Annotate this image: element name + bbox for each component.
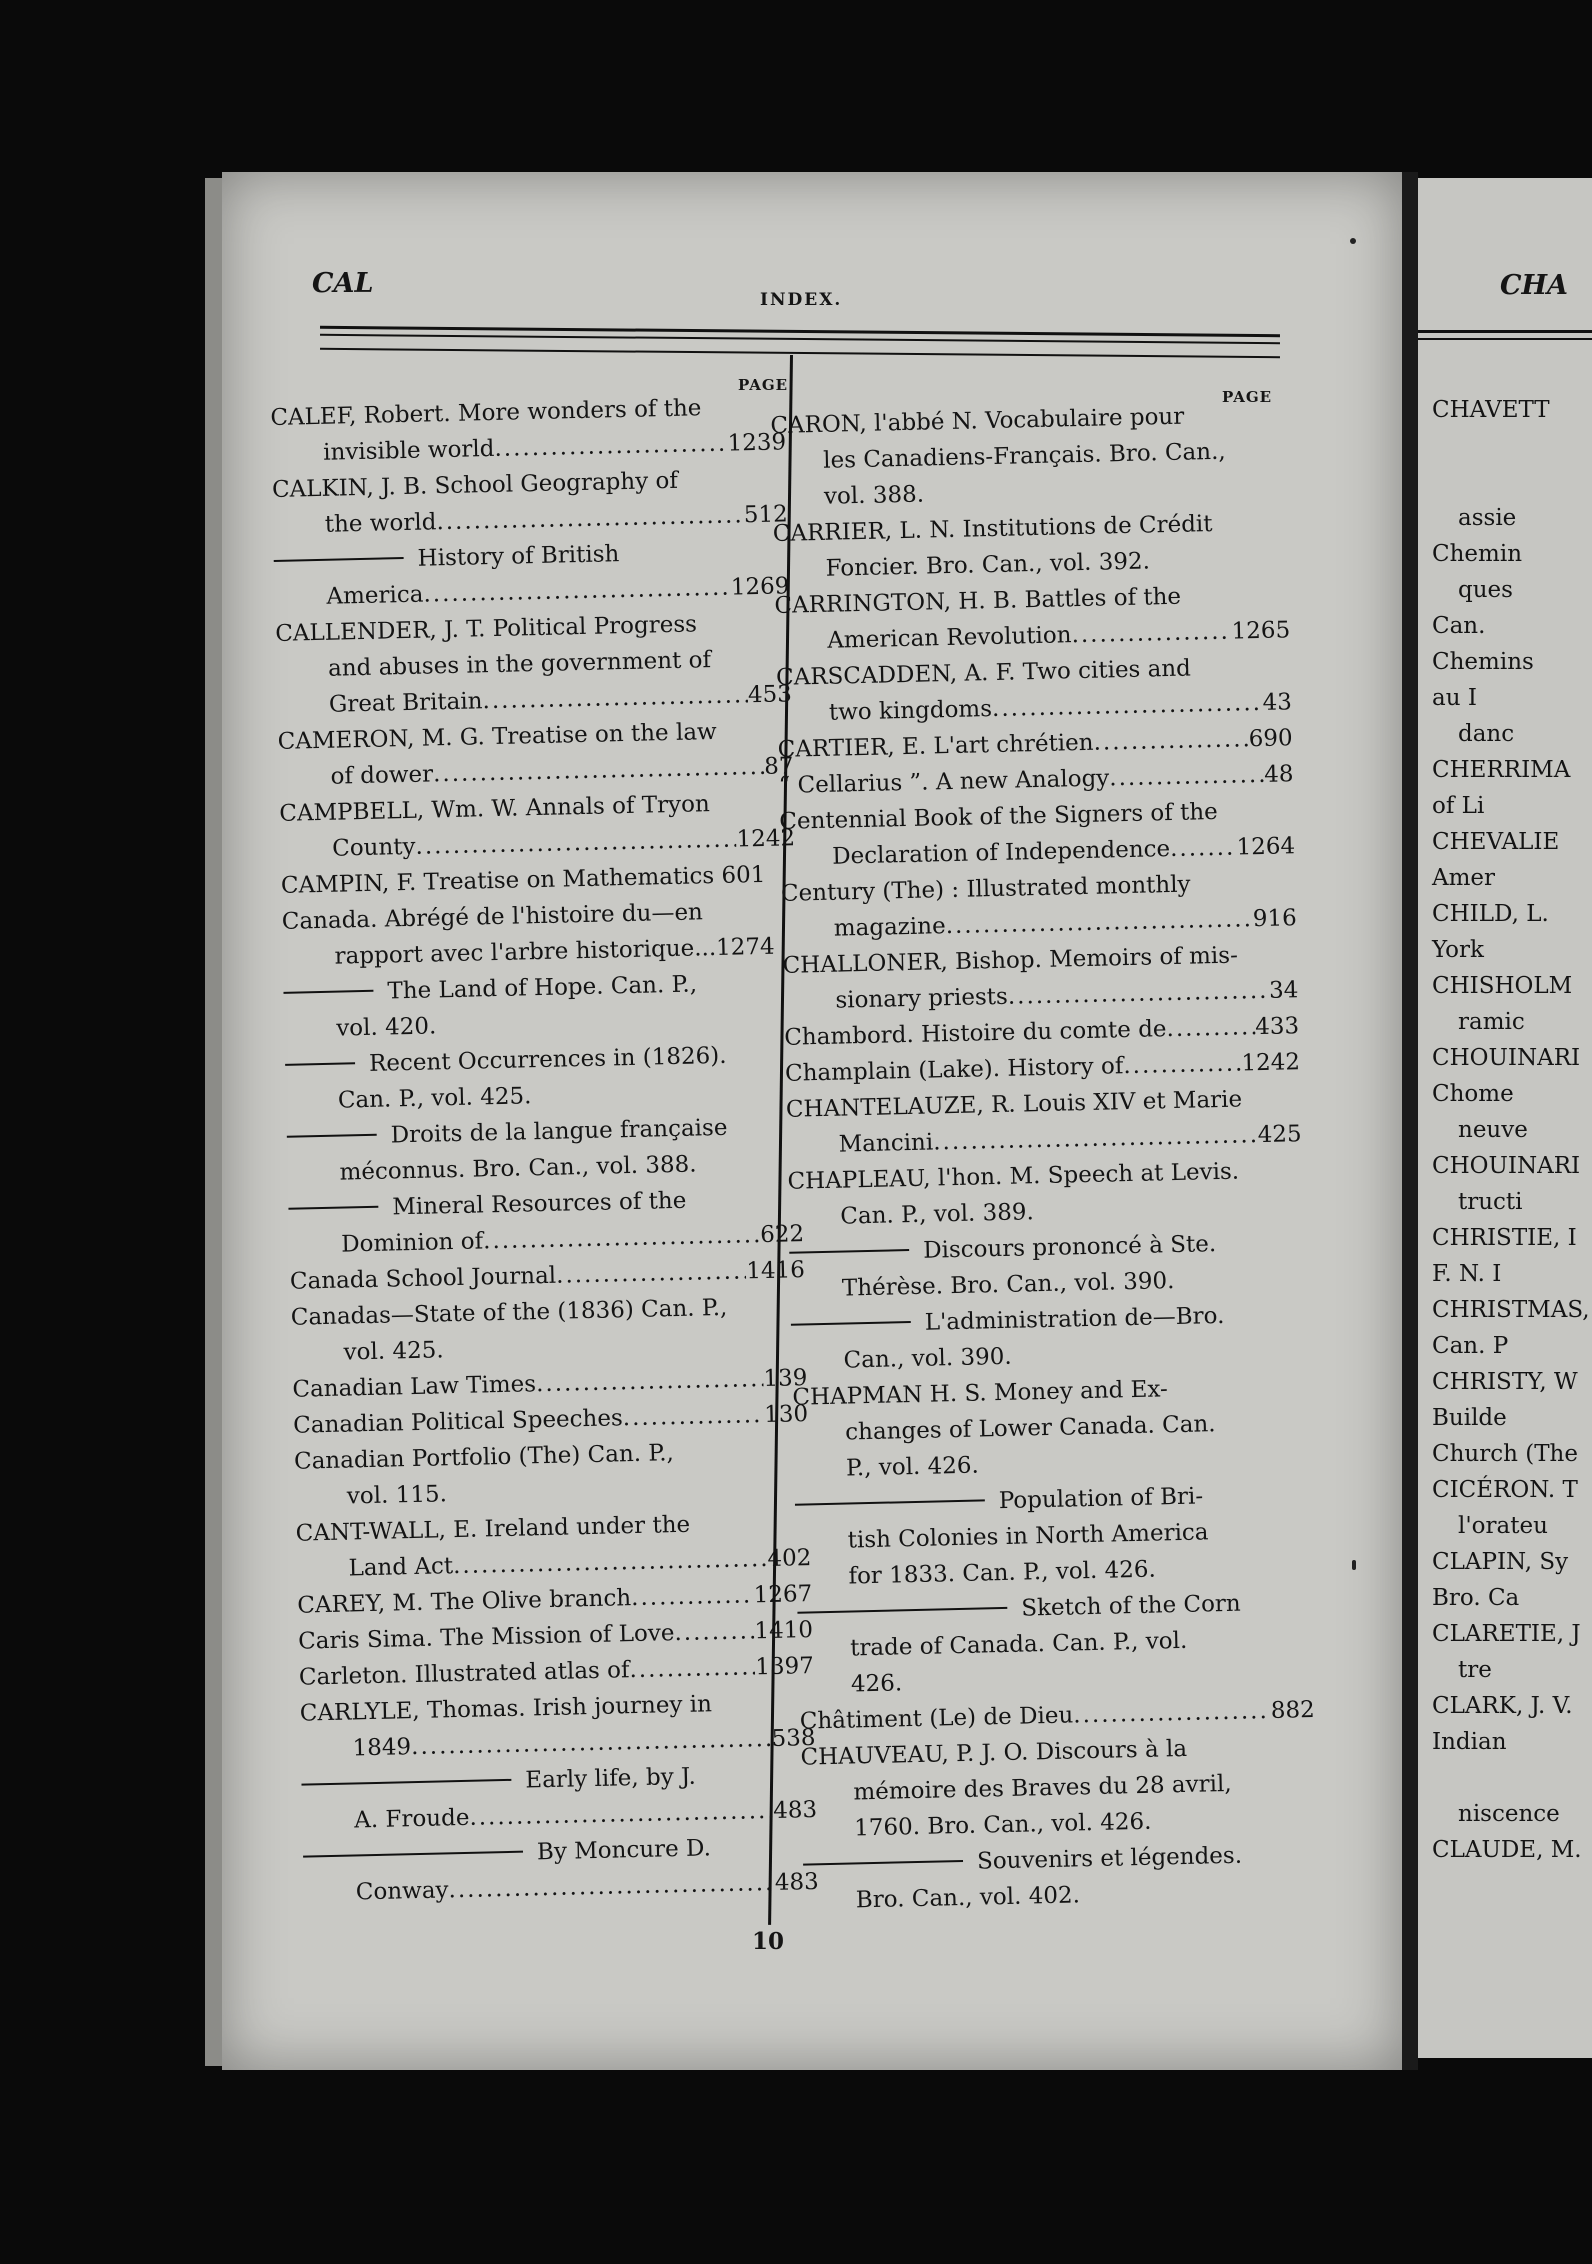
index-entry-text: Thérèse. Bro. Can., vol. 390. bbox=[841, 1268, 1175, 1302]
dot-leader bbox=[494, 426, 728, 467]
page-column-label-left: PAGE bbox=[738, 376, 789, 394]
index-entry-text: méconnus. Bro. Can., vol. 388. bbox=[339, 1151, 697, 1186]
dot-leader bbox=[536, 1361, 764, 1402]
index-entry bbox=[275, 604, 792, 724]
dot-leader bbox=[448, 1865, 775, 1908]
dot-leader bbox=[1170, 830, 1237, 867]
index-page-number: 622 bbox=[759, 1221, 805, 1249]
index-entry bbox=[790, 1296, 1307, 1380]
ditto-dash bbox=[791, 1321, 911, 1326]
facing-header-rule-second bbox=[1418, 338, 1592, 340]
index-entry bbox=[279, 784, 796, 868]
index-entry-text: CAMERON, M. G. Treatise on the law bbox=[277, 718, 717, 755]
index-entry-text: CALKIN, J. B. School Geography of bbox=[271, 467, 679, 503]
ditto-dash bbox=[287, 1134, 377, 1138]
facing-page-line: York bbox=[1432, 937, 1484, 963]
index-entry-text: Centennial Book of the Signers of the bbox=[779, 798, 1219, 835]
index-entry-text: two kingdoms bbox=[828, 696, 993, 726]
index-entry-text: CAREY, M. The Olive branch bbox=[297, 1585, 632, 1619]
index-page-number: 690 bbox=[1248, 725, 1293, 753]
facing-page-line: CLAUDE, M. bbox=[1432, 1837, 1582, 1863]
book-gutter bbox=[1402, 172, 1418, 2070]
dot-leader bbox=[1073, 1693, 1271, 1733]
facing-page-line: CLARETIE, J bbox=[1432, 1621, 1581, 1647]
index-entry bbox=[770, 396, 1287, 516]
index-column-right bbox=[770, 396, 1319, 1919]
facing-page-line: tructi bbox=[1458, 1189, 1523, 1215]
index-entry-text: CHALLONER, Bishop. Memoirs of mis- bbox=[782, 942, 1239, 979]
index-entry-text: CALEF, Robert. More wonders of the bbox=[270, 395, 702, 431]
index-entry-text: County bbox=[331, 833, 416, 862]
index-entry-text: Declaration of Independence bbox=[831, 836, 1171, 870]
facing-page-line: Indian bbox=[1432, 1729, 1507, 1755]
index-column-left bbox=[270, 388, 819, 1911]
index-entry-text: les Canadiens-Français. Bro. Can., bbox=[822, 438, 1226, 474]
facing-page-line: ques bbox=[1458, 577, 1513, 603]
dot-leader bbox=[1123, 1045, 1242, 1084]
index-entry-text: Population of Bri- bbox=[998, 1483, 1204, 1515]
index-entry-text: Canadian Political Speeches bbox=[292, 1405, 624, 1439]
facing-page-line: Can. bbox=[1432, 613, 1486, 639]
index-entry bbox=[772, 504, 1289, 588]
facing-page-line: CHOUINARI bbox=[1432, 1153, 1581, 1179]
page-edge bbox=[205, 178, 223, 2066]
index-entry-text: Dominion of bbox=[340, 1228, 484, 1258]
facing-page-line bbox=[1432, 464, 1592, 500]
index-entry bbox=[301, 1756, 818, 1840]
index-entry-text: 1760. Bro. Can., vol. 426. bbox=[853, 1808, 1152, 1842]
dot-leader bbox=[1093, 721, 1249, 761]
dot-leader bbox=[1007, 973, 1269, 1015]
facing-page-line: tre bbox=[1458, 1657, 1492, 1683]
index-entry-text: Droits de la langue française bbox=[390, 1114, 728, 1149]
index-page-number: 916 bbox=[1252, 905, 1298, 933]
facing-page-line: CHERRIMA bbox=[1432, 757, 1571, 783]
index-entry bbox=[795, 1476, 1312, 1596]
index-entry bbox=[776, 648, 1293, 732]
index-entry bbox=[299, 1684, 816, 1768]
dot-leader bbox=[631, 1577, 754, 1616]
ditto-dash bbox=[301, 1779, 511, 1786]
index-page-number: 87 bbox=[763, 753, 794, 780]
paper-speck bbox=[1352, 1560, 1356, 1570]
facing-page-line: Can. P bbox=[1432, 1333, 1509, 1359]
index-page-number: 1242 bbox=[736, 825, 796, 853]
index-entry-text: Early life, by J. bbox=[525, 1763, 697, 1794]
index-entry-text: Land Act bbox=[348, 1553, 454, 1582]
index-entry-text: of dower bbox=[330, 761, 434, 790]
index-entry-text: CARON, l'abbé N. Vocabulaire pour bbox=[770, 403, 1185, 439]
facing-page-line: danc bbox=[1458, 721, 1515, 747]
facing-page-column bbox=[1432, 392, 1592, 1868]
facing-page-line: Bro. Ca bbox=[1432, 1585, 1520, 1611]
index-entry-text: the world bbox=[324, 509, 437, 538]
page-column-label-right: PAGE bbox=[1222, 388, 1273, 406]
index-entry-text: Sketch of the Corn bbox=[1021, 1590, 1242, 1622]
index-entry bbox=[303, 1828, 820, 1912]
index-page-number: 402 bbox=[767, 1545, 812, 1573]
index-page-number: 1265 bbox=[1231, 617, 1291, 645]
index-entry-text: P., vol. 426. bbox=[845, 1452, 980, 1482]
dot-leader bbox=[556, 1253, 747, 1293]
index-entry-text: Mancini bbox=[838, 1129, 934, 1158]
index-entry bbox=[803, 1836, 1320, 1920]
index-entry-text: rapport avec l'arbre historique...1274 bbox=[334, 933, 775, 970]
index-entry bbox=[787, 1152, 1304, 1236]
index-page-number: 34 bbox=[1268, 977, 1299, 1004]
index-entry-text: CHAUVEAU, P. J. O. Discours à la bbox=[800, 1735, 1188, 1771]
facing-page-line: CHILD, L. bbox=[1432, 901, 1549, 927]
index-entry-text: Carleton. Illustrated atlas of bbox=[298, 1657, 630, 1691]
dot-leader bbox=[482, 677, 748, 719]
dot-leader bbox=[629, 1649, 756, 1688]
facing-page-line bbox=[1432, 428, 1592, 464]
index-entry-text: Mineral Resources of the bbox=[392, 1187, 687, 1221]
ditto-dash bbox=[283, 990, 373, 994]
index-entry-text: CARRINGTON, H. B. Battles of the bbox=[774, 583, 1182, 619]
index-entry-text: vol. 425. bbox=[343, 1337, 444, 1366]
index-page-number: 483 bbox=[772, 1796, 818, 1824]
index-entry-text: CHAPMAN H. S. Money and Ex- bbox=[792, 1376, 1169, 1411]
index-entry-text: Canada School Journal bbox=[289, 1262, 557, 1295]
dot-leader bbox=[1166, 1009, 1256, 1047]
dot-leader bbox=[674, 1613, 755, 1651]
index-entry-text: for 1833. Can. P., vol. 426. bbox=[848, 1556, 1157, 1590]
index-page-number: 139 bbox=[763, 1365, 808, 1393]
index-entry-text: CANT-WALL, E. Ireland under the bbox=[295, 1511, 691, 1547]
index-entry-text: Caris Sima. The Mission of Love bbox=[297, 1620, 675, 1655]
paper-speck bbox=[1350, 238, 1356, 244]
index-page-number: 882 bbox=[1270, 1696, 1315, 1724]
ditto-dash bbox=[303, 1851, 523, 1858]
index-entry-text: tish Colonies in North America bbox=[847, 1519, 1209, 1554]
index-entry-text: America bbox=[326, 581, 424, 610]
index-page-number: 1242 bbox=[1241, 1049, 1301, 1077]
facing-page-line bbox=[1432, 1760, 1592, 1796]
index-page-number: 43 bbox=[1262, 689, 1293, 716]
index-page-number: 483 bbox=[774, 1868, 820, 1896]
index-page-number: 1267 bbox=[753, 1581, 813, 1609]
facing-page-line: Church (The bbox=[1432, 1441, 1578, 1467]
index-entry bbox=[294, 1432, 811, 1516]
index-page-number: 538 bbox=[771, 1724, 816, 1752]
index-entry bbox=[782, 936, 1299, 1020]
index-entry bbox=[781, 864, 1298, 948]
index-entry-text: Canadian Portfolio (The) Can. P., bbox=[293, 1440, 675, 1475]
facing-page-line: l'orateu bbox=[1458, 1513, 1548, 1539]
index-entry bbox=[797, 1584, 1314, 1704]
index-entry-text: Conway bbox=[355, 1877, 449, 1906]
index-page-number: 1416 bbox=[746, 1257, 806, 1285]
index-page-number: 1239 bbox=[727, 429, 787, 457]
index-entry-text: Chambord. Histoire du comte de bbox=[783, 1016, 1167, 1051]
facing-page-line: ramic bbox=[1458, 1009, 1525, 1035]
index-entry-text: and abuses in the government of bbox=[327, 647, 712, 682]
index-page-number: 130 bbox=[763, 1401, 809, 1429]
facing-page-line: of Li bbox=[1432, 793, 1485, 819]
running-head-left: CAL bbox=[312, 268, 374, 299]
index-page-number: 48 bbox=[1263, 761, 1294, 788]
index-page-number: 1410 bbox=[754, 1616, 814, 1645]
index-entry-text: Discours prononcé à Ste. bbox=[922, 1231, 1217, 1264]
facing-page-line: CLAPIN, Sy bbox=[1432, 1549, 1569, 1575]
index-page-number: 1269 bbox=[730, 573, 790, 601]
index-entry-text: American Revolution bbox=[827, 622, 1072, 654]
facing-header-rule bbox=[1418, 330, 1592, 333]
index-entry bbox=[789, 1224, 1306, 1308]
facing-page-line: Chemins bbox=[1432, 649, 1534, 675]
index-page-number: 453 bbox=[747, 681, 793, 709]
index-entry-text: Canada. Abrégé de l'histoire du—en bbox=[281, 899, 704, 935]
facing-page-line: Chemin bbox=[1432, 541, 1523, 567]
index-entry-text: CAMPIN, F. Treatise on Mathematics 601 bbox=[280, 861, 766, 899]
index-entry bbox=[792, 1368, 1309, 1488]
dot-leader bbox=[1071, 614, 1232, 654]
index-entry bbox=[283, 964, 800, 1048]
index-entry-text: CARLYLE, Thomas. Irish journey in bbox=[299, 1691, 713, 1727]
dot-leader bbox=[1109, 757, 1265, 797]
index-entry-text: CAMPBELL, Wm. W. Annals of Tryon bbox=[279, 791, 711, 827]
index-entry-text: History of British bbox=[417, 541, 620, 572]
ditto-dash bbox=[274, 557, 404, 562]
index-entry bbox=[779, 792, 1296, 876]
index-entry-text: Can., vol. 390. bbox=[843, 1343, 1012, 1374]
index-entry bbox=[286, 1108, 803, 1192]
index-entry-text: changes of Lower Canada. Can. bbox=[844, 1411, 1216, 1446]
dot-leader bbox=[992, 685, 1263, 727]
index-entry-text: The Land of Hope. Can. P., bbox=[387, 971, 698, 1005]
index-entry bbox=[786, 1080, 1303, 1164]
index-entry-text: Châtiment (Le) de Dieu bbox=[799, 1702, 1074, 1735]
facing-page-line: niscence bbox=[1458, 1801, 1560, 1827]
index-entry bbox=[295, 1504, 812, 1588]
index-entry-text: Bro. Can., vol. 402. bbox=[855, 1882, 1081, 1914]
facing-page-line: CHAVETT bbox=[1432, 397, 1550, 423]
index-entry bbox=[277, 712, 794, 796]
index-page-number: 1397 bbox=[755, 1652, 815, 1681]
index-page-number: 512 bbox=[743, 501, 789, 529]
facing-page-line: CHRISTMAS, bbox=[1432, 1297, 1590, 1323]
index-entry-text: L'administration de—Bro. bbox=[924, 1302, 1225, 1336]
index-entry-text: CARSCADDEN, A. F. Two cities and bbox=[775, 655, 1192, 691]
facing-page-line: F. N. I bbox=[1432, 1261, 1502, 1287]
index-entry-text: Can. P., vol. 389. bbox=[840, 1199, 1035, 1230]
index-entry-text: By Moncure D. bbox=[536, 1835, 712, 1866]
ditto-dash bbox=[797, 1607, 1007, 1614]
index-entry-text: Century (The) : Illustrated monthly bbox=[780, 871, 1191, 907]
running-head-center: INDEX. bbox=[760, 290, 843, 310]
facing-page-line: CICÉRON. T bbox=[1432, 1477, 1578, 1503]
facing-page-line: Chome bbox=[1432, 1081, 1514, 1107]
index-entry bbox=[273, 532, 790, 616]
index-entry-text: Recent Occurrences in (1826). bbox=[368, 1042, 727, 1077]
page-number: 10 bbox=[752, 1928, 785, 1955]
facing-page-line: assie bbox=[1458, 505, 1517, 531]
index-entry-text: sionary priests bbox=[835, 983, 1009, 1014]
facing-page-line: Amer bbox=[1432, 865, 1496, 891]
index-entry-text: “ Cellarius ”. A new Analogy bbox=[778, 765, 1110, 799]
index-entry bbox=[774, 576, 1291, 660]
index-entry-text: Foncier. Bro. Can., vol. 392. bbox=[825, 548, 1151, 582]
index-entry bbox=[800, 1728, 1317, 1848]
ditto-dash bbox=[789, 1249, 909, 1254]
index-entry bbox=[285, 1036, 802, 1120]
index-entry-text: vol. 115. bbox=[346, 1481, 448, 1510]
index-entry-text: magazine bbox=[833, 913, 946, 942]
facing-page-line: CHRISTIE, I bbox=[1432, 1225, 1577, 1251]
index-entry-text: 1849 bbox=[352, 1734, 412, 1762]
index-entry bbox=[288, 1180, 805, 1264]
index-page-number: 425 bbox=[1257, 1121, 1302, 1149]
index-entry-text: CHANTELAUZE, R. Louis XIV et Marie bbox=[785, 1086, 1243, 1123]
index-page-number: 1264 bbox=[1236, 833, 1296, 861]
facing-running-head: CHA bbox=[1500, 270, 1568, 301]
index-entry-text: Canadas—State of the (1836) Can. P., bbox=[290, 1294, 728, 1331]
index-entry-text: Champlain (Lake). History of bbox=[784, 1053, 1124, 1087]
index-entry-text: Souvenirs et légendes. bbox=[976, 1842, 1243, 1875]
index-page-number: 433 bbox=[1254, 1013, 1300, 1041]
facing-page-line: CHISHOLM bbox=[1432, 973, 1573, 999]
ditto-dash bbox=[803, 1860, 963, 1866]
facing-page-line: CHOUINARI bbox=[1432, 1045, 1581, 1071]
index-entry-text: CALLENDER, J. T. Political Progress bbox=[275, 611, 698, 647]
facing-page-line: CLARK, J. V. bbox=[1432, 1693, 1573, 1719]
dot-leader bbox=[622, 1397, 764, 1436]
facing-page-line: Builde bbox=[1432, 1405, 1507, 1431]
ditto-dash bbox=[288, 1206, 378, 1210]
index-entry-text: mémoire des Braves du 28 avril, bbox=[853, 1770, 1232, 1806]
ditto-dash bbox=[795, 1499, 985, 1505]
index-entry-text: invisible world bbox=[322, 435, 495, 466]
index-entry-text: CARRIER, L. N. Institutions de Crédit bbox=[772, 510, 1213, 547]
index-entry-text: Canadian Law Times bbox=[292, 1371, 537, 1403]
index-entry bbox=[272, 460, 789, 544]
facing-page-line: neuve bbox=[1458, 1117, 1528, 1143]
index-entry-text: trade of Canada. Can. P., vol. bbox=[849, 1627, 1188, 1662]
facing-page-line: CHRISTY, W bbox=[1432, 1369, 1578, 1395]
index-entry bbox=[290, 1288, 807, 1372]
ditto-dash bbox=[285, 1062, 355, 1066]
index-entry-text: Great Britain bbox=[328, 688, 483, 718]
index-entry-text: CARTIER, E. L'art chrétien bbox=[777, 729, 1094, 763]
index-entry-text: A. Froude bbox=[353, 1804, 470, 1834]
index-entry-text: vol. 388. bbox=[823, 481, 925, 510]
index-entry-text: Can. P., vol. 425. bbox=[337, 1083, 532, 1114]
index-entry-text: 426. bbox=[850, 1670, 903, 1698]
index-entry-text: vol. 420. bbox=[335, 1013, 437, 1042]
facing-page-line: CHEVALIE bbox=[1432, 829, 1560, 855]
index-entry bbox=[270, 388, 787, 472]
index-entry bbox=[281, 892, 798, 976]
facing-page-line: au I bbox=[1432, 685, 1477, 711]
index-entry-text: CHAPLEAU, l'hon. M. Speech at Levis. bbox=[787, 1158, 1240, 1195]
